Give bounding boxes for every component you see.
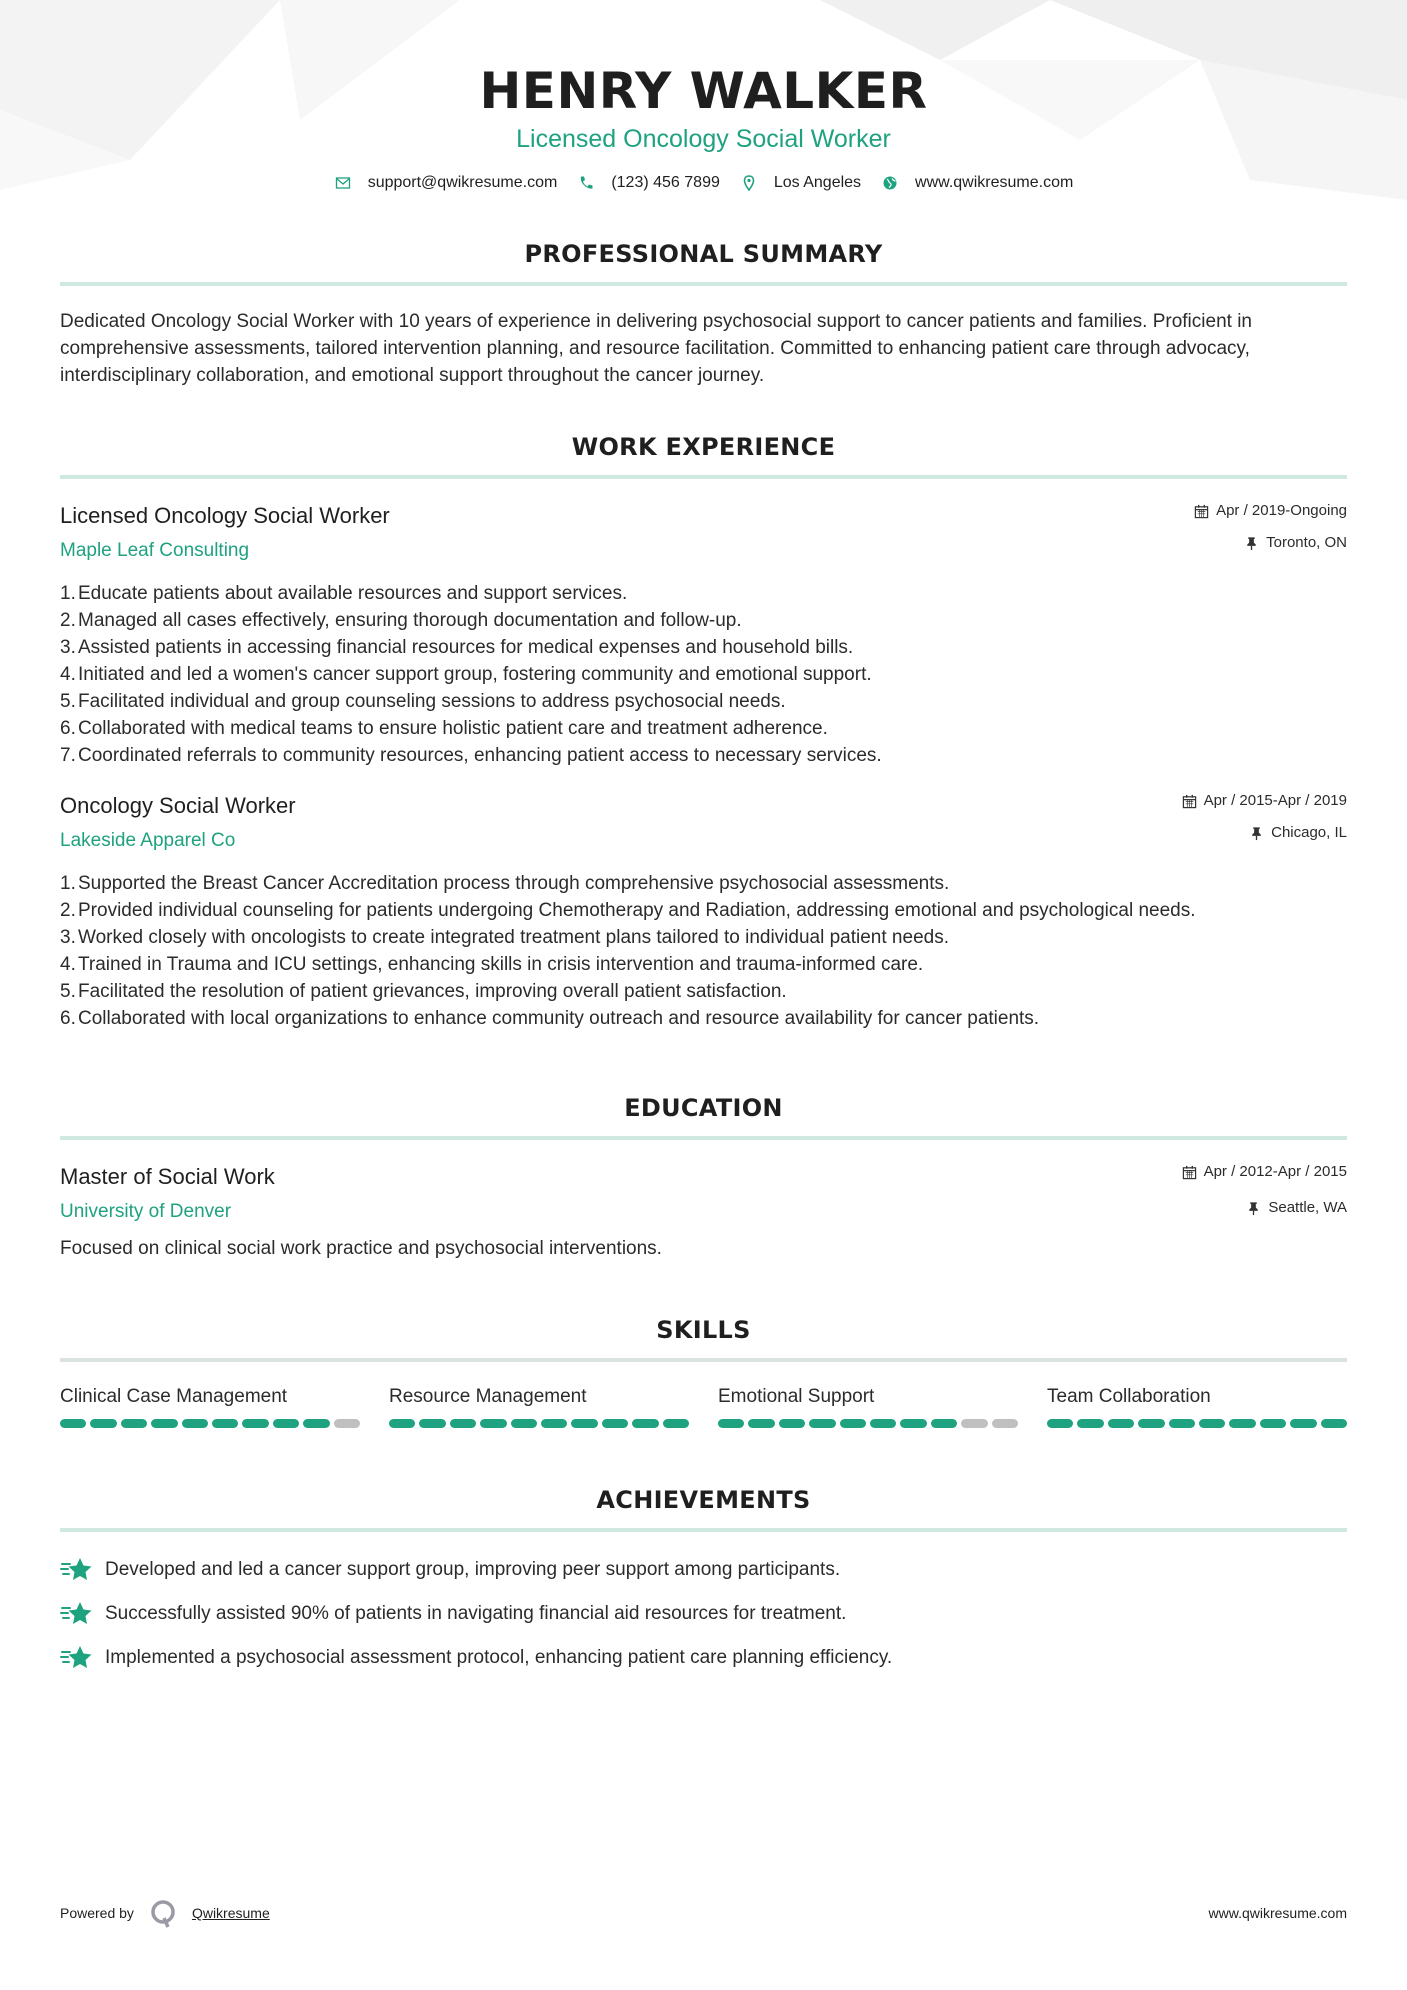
- skill-rating-bar: [389, 1419, 689, 1428]
- job-location: Toronto, ON: [1266, 534, 1347, 551]
- skill-segment-filled: [663, 1419, 689, 1428]
- school-name: University of Denver: [60, 1201, 232, 1222]
- skill-segment-empty: [334, 1419, 360, 1428]
- pushpin-icon: [1249, 826, 1264, 841]
- list-item: 2. Managed all cases effectively, ensuring thorough documentation and follow-up.: [60, 610, 742, 631]
- skill-item: [60, 1384, 360, 1428]
- list-item: 4. Trained in Trauma and ICU settings, enhancing skills in crisis intervention and trauma-informed care.: [60, 954, 924, 975]
- achievement-item: [60, 1644, 1347, 1672]
- section-divider: [60, 282, 1347, 286]
- skill-segment-filled: [511, 1419, 537, 1428]
- skill-segment-filled: [1229, 1419, 1255, 1428]
- list-item: 5. Facilitated the resolution of patient grievances, improving overall patient satisfaction.: [60, 981, 787, 1002]
- website-text: www.qwikresume.com: [915, 174, 1074, 191]
- skill-segment-filled: [840, 1419, 866, 1428]
- skill-segment-filled: [389, 1419, 415, 1428]
- skill-segment-filled: [602, 1419, 628, 1428]
- achievement-text: Developed and led a cancer support group, improving peer support among participants.: [105, 1559, 841, 1580]
- skills-section: [60, 1314, 1347, 1428]
- skill-rating-bar: [718, 1419, 1018, 1428]
- skill-segment-filled: [870, 1419, 896, 1428]
- skill-segment-filled: [151, 1419, 177, 1428]
- skill-segment-filled: [419, 1419, 445, 1428]
- list-item: 7. Coordinated referrals to community resources, enhancing patient access to necessary services.: [60, 745, 882, 766]
- skill-segment-filled: [1138, 1419, 1164, 1428]
- skill-segment-filled: [779, 1419, 805, 1428]
- degree-name: Master of Social Work: [60, 1164, 275, 1189]
- list-item: 4. Initiated and led a women's cancer support group, fostering community and emotional support.: [60, 664, 872, 685]
- skill-segment-filled: [571, 1419, 597, 1428]
- shooting-star-icon: [60, 1556, 94, 1584]
- contact-email[interactable]: [334, 174, 558, 192]
- skill-segment-filled: [931, 1419, 957, 1428]
- job-responsibilities: [60, 580, 1347, 769]
- calendar-icon: [1194, 504, 1209, 519]
- skill-segment-filled: [480, 1419, 506, 1428]
- list-item: 1. Educate patients about available resources and support services.: [60, 583, 628, 604]
- skill-segment-filled: [718, 1419, 744, 1428]
- calendar-icon: [1182, 794, 1197, 809]
- job-dates: Apr / 2015-Apr / 2019: [1203, 792, 1347, 809]
- section-divider: [60, 1136, 1347, 1140]
- contact-bar: [60, 174, 1347, 192]
- company-name: Maple Leaf Consulting: [60, 540, 250, 561]
- skill-segment-filled: [182, 1419, 208, 1428]
- skill-rating-bar: [1047, 1419, 1347, 1428]
- contact-location: [740, 174, 861, 192]
- education-location: Seattle, WA: [1268, 1199, 1347, 1216]
- achievement-text: Successfully assisted 90% of patients in navigating financial aid resources for treatment.: [105, 1603, 847, 1624]
- skill-segment-filled: [303, 1419, 329, 1428]
- education-description: Focused on clinical social work practice and psychosocial interventions.: [60, 1238, 662, 1259]
- qwikresume-link[interactable]: Qwikresume: [191, 1905, 270, 1921]
- footer-website[interactable]: www.qwikresume.com: [1208, 1905, 1347, 1921]
- location-text: Los Angeles: [773, 174, 862, 191]
- achievements-list: [60, 1556, 1347, 1672]
- skill-segment-filled: [1047, 1419, 1073, 1428]
- professional-summary-section: [60, 238, 1347, 389]
- achievement-text: Implemented a psychosocial assessment protocol, enhancing patient care planning efficiency.: [105, 1647, 893, 1668]
- candidate-name: HENRY WALKER: [479, 62, 928, 120]
- skill-name: Team Collaboration: [1047, 1386, 1211, 1407]
- skill-segment-filled: [450, 1419, 476, 1428]
- job-entry: [60, 791, 1347, 1032]
- section-heading: WORK EXPERIENCE: [571, 433, 836, 461]
- calendar-icon: [1182, 1165, 1197, 1180]
- skill-segment-filled: [1077, 1419, 1103, 1428]
- job-title: Oncology Social Worker: [60, 793, 296, 818]
- candidate-title: Licensed Oncology Social Worker: [516, 125, 891, 153]
- skill-segment-filled: [60, 1419, 86, 1428]
- list-item: 5. Facilitated individual and group counseling sessions to address psychosocial needs.: [60, 691, 786, 712]
- qwikresume-logo-icon: [148, 1898, 178, 1928]
- skill-segment-filled: [273, 1419, 299, 1428]
- list-item: 6. Collaborated with local organizations to enhance community outreach and resource availability for cancer patients.: [60, 1008, 1040, 1029]
- shooting-star-icon: [60, 1600, 94, 1628]
- skill-item: [718, 1384, 1018, 1428]
- list-item: 2. Provided individual counseling for patients undergoing Chemotherapy and Radiation, addressing emotional and psychological needs.: [60, 900, 1196, 921]
- section-heading: PROFESSIONAL SUMMARY: [524, 240, 883, 268]
- skills-grid: [60, 1384, 1347, 1428]
- education-section: [60, 1092, 1347, 1262]
- contact-website[interactable]: [881, 174, 1073, 192]
- job-location: Chicago, IL: [1271, 824, 1347, 841]
- list-item: 6. Collaborated with medical teams to ensure holistic patient care and treatment adherence.: [60, 718, 828, 739]
- education-entry: [60, 1162, 1347, 1262]
- globe-icon: [881, 174, 899, 192]
- phone-icon: [577, 174, 595, 192]
- job-dates: Apr / 2019-Ongoing: [1216, 502, 1347, 519]
- skill-segment-filled: [1108, 1419, 1134, 1428]
- job-title: Licensed Oncology Social Worker: [60, 503, 390, 528]
- skill-segment-filled: [1290, 1419, 1316, 1428]
- skill-segment-filled: [90, 1419, 116, 1428]
- skill-segment-filled: [632, 1419, 658, 1428]
- section-divider: [60, 475, 1347, 479]
- skill-segment-empty: [992, 1419, 1018, 1428]
- skill-segment-filled: [1169, 1419, 1195, 1428]
- skill-segment-filled: [748, 1419, 774, 1428]
- summary-text: Dedicated Oncology Social Worker with 10 years of experience in delivering psychosocial support to cancer patients and families. Proficient in comprehensive assessments, tailored intervention planning, and resource facilitation. Committed to enhancing patient care through advocacy, interdisciplinary collaboration, and emotional support throughout the cancer journey.: [60, 311, 1252, 386]
- skill-item: [389, 1384, 689, 1428]
- skill-name: Clinical Case Management: [60, 1386, 288, 1407]
- section-heading: ACHIEVEMENTS: [596, 1486, 811, 1514]
- skill-segment-filled: [541, 1419, 567, 1428]
- page-footer: [60, 1898, 1347, 1928]
- phone-text: (123) 456 7899: [611, 174, 720, 191]
- list-item: 1. Supported the Breast Cancer Accreditation process through comprehensive psychosocial assessments.: [60, 873, 950, 894]
- map-marker-icon: [740, 174, 758, 192]
- skill-segment-empty: [961, 1419, 987, 1428]
- company-name: Lakeside Apparel Co: [60, 830, 236, 851]
- skill-rating-bar: [60, 1419, 360, 1428]
- achievements-section: [60, 1484, 1347, 1672]
- work-experience-section: [60, 431, 1347, 1032]
- contact-phone[interactable]: [577, 174, 720, 192]
- skill-segment-filled: [809, 1419, 835, 1428]
- resume-header: [60, 0, 1347, 192]
- skill-name: Emotional Support: [718, 1386, 875, 1407]
- section-heading: EDUCATION: [624, 1094, 783, 1122]
- pushpin-icon: [1246, 1201, 1261, 1216]
- skill-segment-filled: [900, 1419, 926, 1428]
- skill-segment-filled: [121, 1419, 147, 1428]
- list-item: 3. Worked closely with oncologists to create integrated treatment plans tailored to individual patient needs.: [60, 927, 949, 948]
- job-entry: [60, 501, 1347, 769]
- powered-by-label: Powered by: [60, 1905, 134, 1921]
- job-responsibilities: [60, 870, 1347, 1032]
- skill-segment-filled: [1321, 1419, 1347, 1428]
- skill-segment-filled: [212, 1419, 238, 1428]
- skill-item: [1047, 1384, 1347, 1428]
- section-divider: [60, 1358, 1347, 1362]
- achievement-item: [60, 1556, 1347, 1584]
- email-text: support@qwikresume.com: [367, 174, 558, 191]
- envelope-icon: [334, 174, 352, 192]
- achievement-item: [60, 1600, 1347, 1628]
- section-heading: SKILLS: [656, 1316, 751, 1344]
- section-divider: [60, 1528, 1347, 1532]
- list-item: 3. Assisted patients in accessing financial resources for medical expenses and household bills.: [60, 637, 854, 658]
- pushpin-icon: [1244, 536, 1259, 551]
- skill-segment-filled: [242, 1419, 268, 1428]
- skill-segment-filled: [1260, 1419, 1286, 1428]
- shooting-star-icon: [60, 1644, 94, 1672]
- skill-segment-filled: [1199, 1419, 1225, 1428]
- education-dates: Apr / 2012-Apr / 2015: [1203, 1163, 1347, 1180]
- skill-name: Resource Management: [389, 1386, 587, 1407]
